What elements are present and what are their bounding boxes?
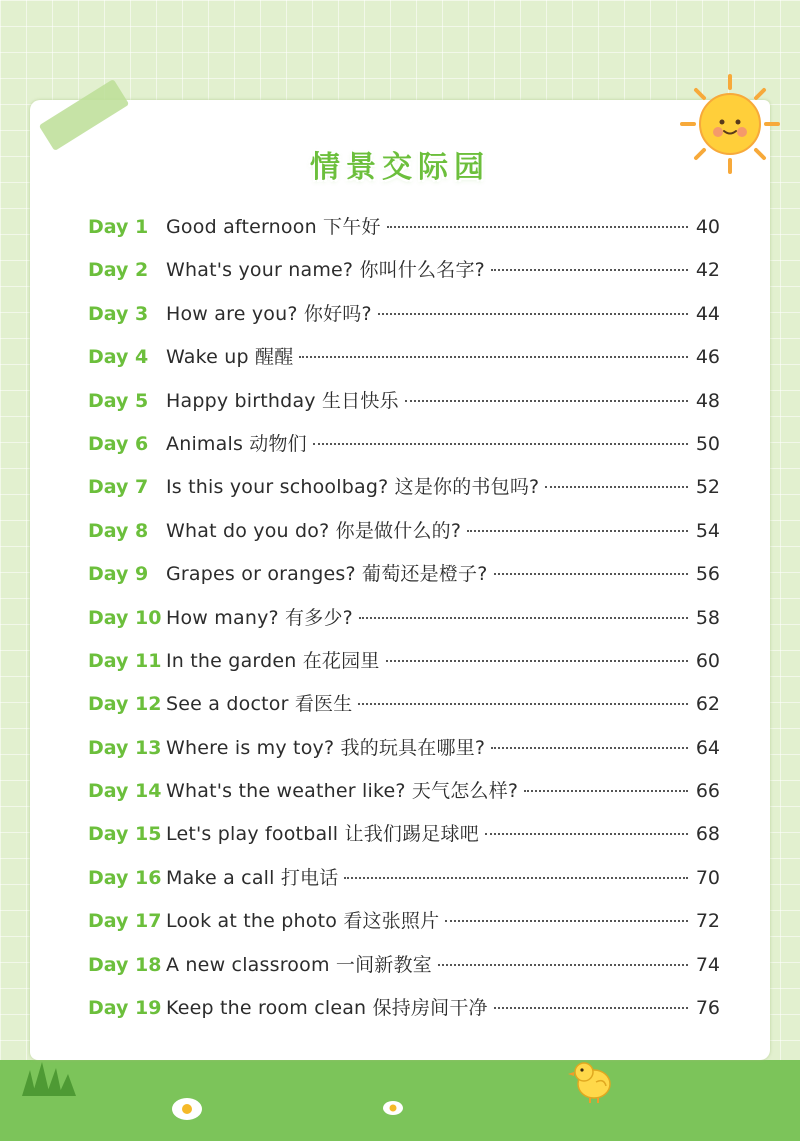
toc-topic: How many? 有多少? [166, 606, 353, 629]
toc-page-number: 68 [695, 823, 720, 846]
toc-page-number: 60 [695, 649, 720, 672]
dot-leader [494, 572, 688, 575]
toc-page-number: 64 [695, 736, 720, 759]
dot-leader [485, 832, 688, 835]
table-of-contents [88, 212, 720, 1036]
toc-day-label: Day 7 [88, 476, 149, 499]
dot-leader [491, 746, 688, 749]
toc-topic: Grapes or oranges? 葡萄还是橙子? [166, 563, 488, 586]
toc-page-number: 74 [695, 953, 720, 976]
toc-page-number: 70 [695, 866, 720, 889]
toc-topic: Let's play football 让我们踢足球吧 [166, 823, 479, 846]
toc-topic: In the garden 在花园里 [166, 649, 380, 672]
toc-entry [88, 386, 720, 429]
dot-leader [299, 355, 688, 358]
toc-page-number: 62 [695, 693, 720, 716]
toc-day-label: Day 6 [88, 432, 149, 455]
toc-topic: Where is my toy? 我的玩具在哪里? [166, 736, 486, 759]
toc-topic: Good afternoon 下午好 [166, 216, 381, 238]
toc-page-number: 54 [695, 519, 720, 542]
toc-day-label: Day 17 [88, 910, 162, 933]
toc-day-label: Day 5 [88, 389, 149, 412]
page-title: 情景交际园 [310, 150, 490, 185]
toc-day-label: Day 4 [88, 346, 149, 369]
chick-icon [568, 1058, 616, 1104]
dot-leader [491, 268, 688, 271]
toc-page-number: 40 [695, 216, 720, 238]
toc-entry [88, 516, 720, 559]
dot-leader [545, 485, 688, 488]
toc-day-label: Day 3 [88, 302, 149, 325]
toc-topic: Wake up 醒醒 [166, 346, 294, 369]
toc-page-number: 52 [695, 476, 720, 499]
toc-day-label: Day 2 [88, 259, 149, 282]
toc-entry [88, 646, 720, 689]
dot-leader [313, 442, 688, 445]
dot-leader [438, 963, 688, 966]
toc-entry [88, 950, 720, 993]
toc-page-number: 66 [695, 780, 720, 803]
toc-page-number: 58 [695, 606, 720, 629]
toc-entry [88, 342, 720, 385]
toc-topic: How are you? 你好吗? [166, 302, 372, 325]
dot-leader [344, 876, 688, 879]
toc-page-number: 56 [695, 563, 720, 586]
toc-entry [88, 776, 720, 819]
dot-leader [378, 312, 688, 315]
toc-page-number: 48 [695, 389, 720, 412]
toc-topic: What do you do? 你是做什么的? [166, 519, 462, 542]
flower-icon [382, 1100, 404, 1116]
toc-page-number: 46 [695, 346, 720, 369]
toc-page-number: 72 [695, 910, 720, 933]
toc-day-label: Day 9 [88, 563, 149, 586]
toc-day-label: Day 16 [88, 866, 162, 889]
toc-day-label: Day 13 [88, 736, 162, 759]
toc-topic: What's the weather like? 天气怎么样? [166, 780, 519, 803]
toc-day-label: Day 11 [88, 649, 162, 672]
toc-topic: Animals 动物们 [166, 432, 307, 455]
toc-entry [88, 993, 720, 1036]
dot-leader [445, 919, 688, 922]
dot-leader [405, 399, 688, 402]
toc-day-label: Day 19 [88, 997, 162, 1020]
flower-icon [170, 1096, 204, 1122]
toc-entry [88, 603, 720, 646]
toc-topic: A new classroom 一间新教室 [166, 953, 432, 976]
toc-topic: See a doctor 看医生 [166, 693, 353, 716]
toc-entry [88, 212, 720, 255]
toc-entry [88, 255, 720, 298]
toc-entry [88, 429, 720, 472]
dot-leader [359, 616, 688, 619]
toc-page-number: 44 [695, 302, 720, 325]
toc-day-label: Day 8 [88, 519, 149, 542]
dot-leader [524, 789, 688, 792]
toc-day-label: Day 15 [88, 823, 162, 846]
toc-day-label: Day 18 [88, 953, 162, 976]
toc-topic: Make a call 打电话 [166, 866, 339, 889]
toc-page-number: 42 [695, 259, 720, 282]
dot-leader [387, 225, 688, 228]
toc-topic: Is this your schoolbag? 这是你的书包吗? [166, 476, 540, 499]
toc-page-number: 76 [695, 997, 720, 1020]
toc-topic: What's your name? 你叫什么名字? [166, 259, 485, 282]
toc-page-number: 50 [695, 432, 720, 455]
toc-day-label: Day 10 [88, 606, 162, 629]
dot-leader [358, 702, 688, 705]
toc-entry [88, 559, 720, 602]
toc-day-label: Day 14 [88, 780, 162, 803]
toc-entry [88, 863, 720, 906]
dot-leader [467, 529, 688, 532]
toc-entry [88, 819, 720, 862]
toc-topic: Happy birthday 生日快乐 [166, 389, 399, 412]
dot-leader [386, 659, 688, 662]
toc-entry [88, 733, 720, 776]
toc-topic: Keep the room clean 保持房间干净 [166, 997, 488, 1020]
grass-tuft-icon [22, 1060, 78, 1096]
toc-entry [88, 472, 720, 515]
toc-entry [88, 299, 720, 342]
toc-day-label: Day 1 [88, 216, 149, 238]
toc-topic: Look at the photo 看这张照片 [166, 910, 440, 933]
toc-entry [88, 689, 720, 732]
toc-entry [88, 906, 720, 949]
dot-leader [494, 1006, 688, 1009]
toc-day-label: Day 12 [88, 693, 162, 716]
